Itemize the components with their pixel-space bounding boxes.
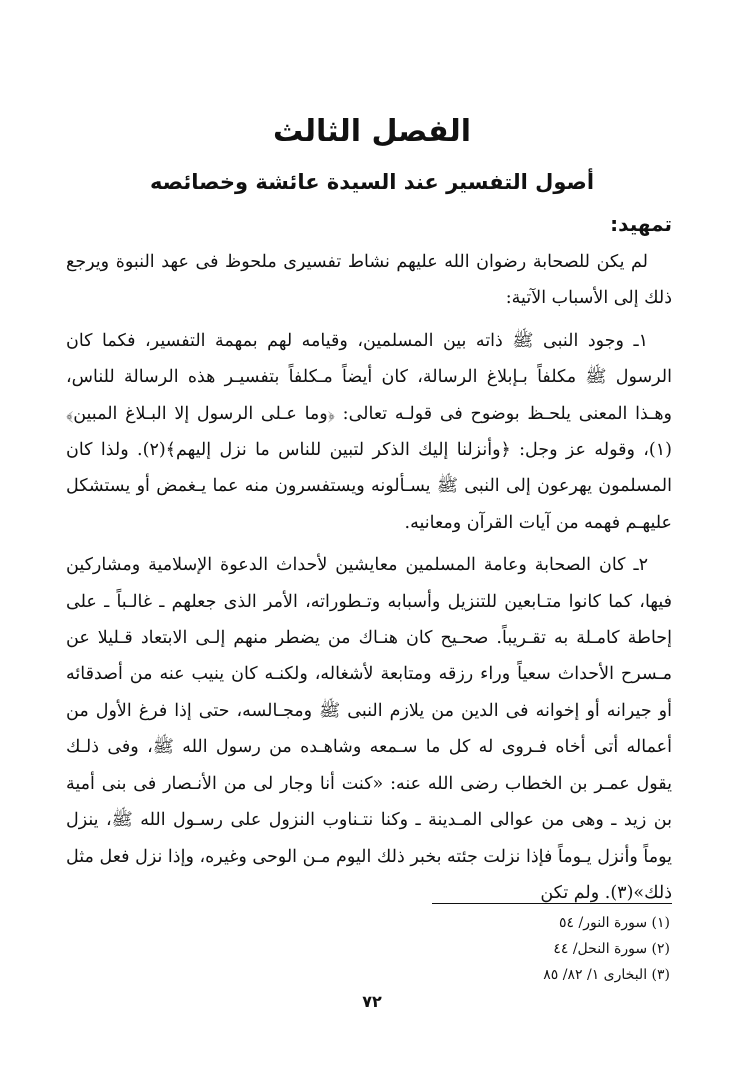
chapter-subtitle: أصول التفسير عند السيدة عائشة وخصائصه — [149, 170, 595, 194]
footnote-divider — [432, 903, 672, 904]
paragraph-reason-1: ١ـ وجود النبى ﷺ ذاته بين المسلمين، وقيامه لهم بمهمة التفسير، فكما كان الرسول ﷺ مكلفاً بـإبلاغ الرسالة، كان أيضاً مـكلفاً بتفسيـر هذه الرسالة للناس، وهـذا المعنى يلحـظ بوضوح فى قولـه تعالى: ﴿وما عـلى الرسول إلا البـلاغ المبين﴾(١)، وقوله عز وجل: ﴿وأنزلنا إليك الذكر لتبين للناس ما نزل إليهم﴾(٢). ولذا كان المسلمون يهرعون إلى النبى ﷺ يسـألونه ويستفسرون منه عما يـغمض أو يستشكل عليهـم فهمه من آيات القرآن ومعانيه. — [66, 330, 672, 533]
paragraph-intro: لم يكن للصحابة رضوان الله عليهم نشاط تفسيرى ملحوظ فى عهد النبوة ويرجع ذلك إلى الأسباب الآتية: — [66, 252, 672, 309]
footnote-3: (٣) البخارى ١/ ٨٢/ ٨٥ — [543, 967, 670, 983]
footnotes — [270, 910, 670, 988]
footnote-2: (٢) سورة النحل/ ٤٤ — [553, 941, 670, 957]
page-number: ٧٢ — [362, 992, 382, 1011]
paragraph-reason-2: ٢ـ كان الصحابة وعامة المسلمين معايشين لأحداث الدعوة الإسلامية ومشاركين فيها، كما كانوا متـابعين للتنزيل وأسبابه وتـطوراته، الأمر الذى جعلهم ـ غالـباً ـ على إحاطة كامـلة به تقـريباً. صحـيح كان هنـاك من يضطر منهم إلـى الابتعاد قـليلا عن مـسرح الأحداث سعياً وراء رزقه ومتابعة لأشغاله، ولكنـه كان ينيب عنه من أصدقائه أو جيرانه أو إخوانه فى الدين من يلازم النبى ﷺ ومجـالسه، حتى إذا فرغ الأول من أعماله أتى أخاه فـروى له كل ما سـمعه وشاهـده من رسول الله ﷺ، وفى ذلـك يقول عمـر بن الخطاب رضى الله عنه: «كنت أنا وجار لى من الأنـصار فى بنى أمية بن زيد ـ وهى من عوالى المـدينة ـ وكنا نتـناوب النزول على رسـول الله ﷺ، ينزل يوماً وأنزل يـوماً فإذا نزلت جئته بخبر ذلك اليوم مـن الوحى وغيره، وإذا نزل فعل مثل ذلك»(٣). ولم تكن — [66, 555, 672, 903]
body-text — [66, 244, 672, 917]
footnote-1: (١) سورة النور/ ٥٤ — [558, 915, 670, 931]
chapter-title: الفصل الثالث — [272, 114, 471, 149]
intro-heading: تمهيد: — [610, 212, 672, 236]
